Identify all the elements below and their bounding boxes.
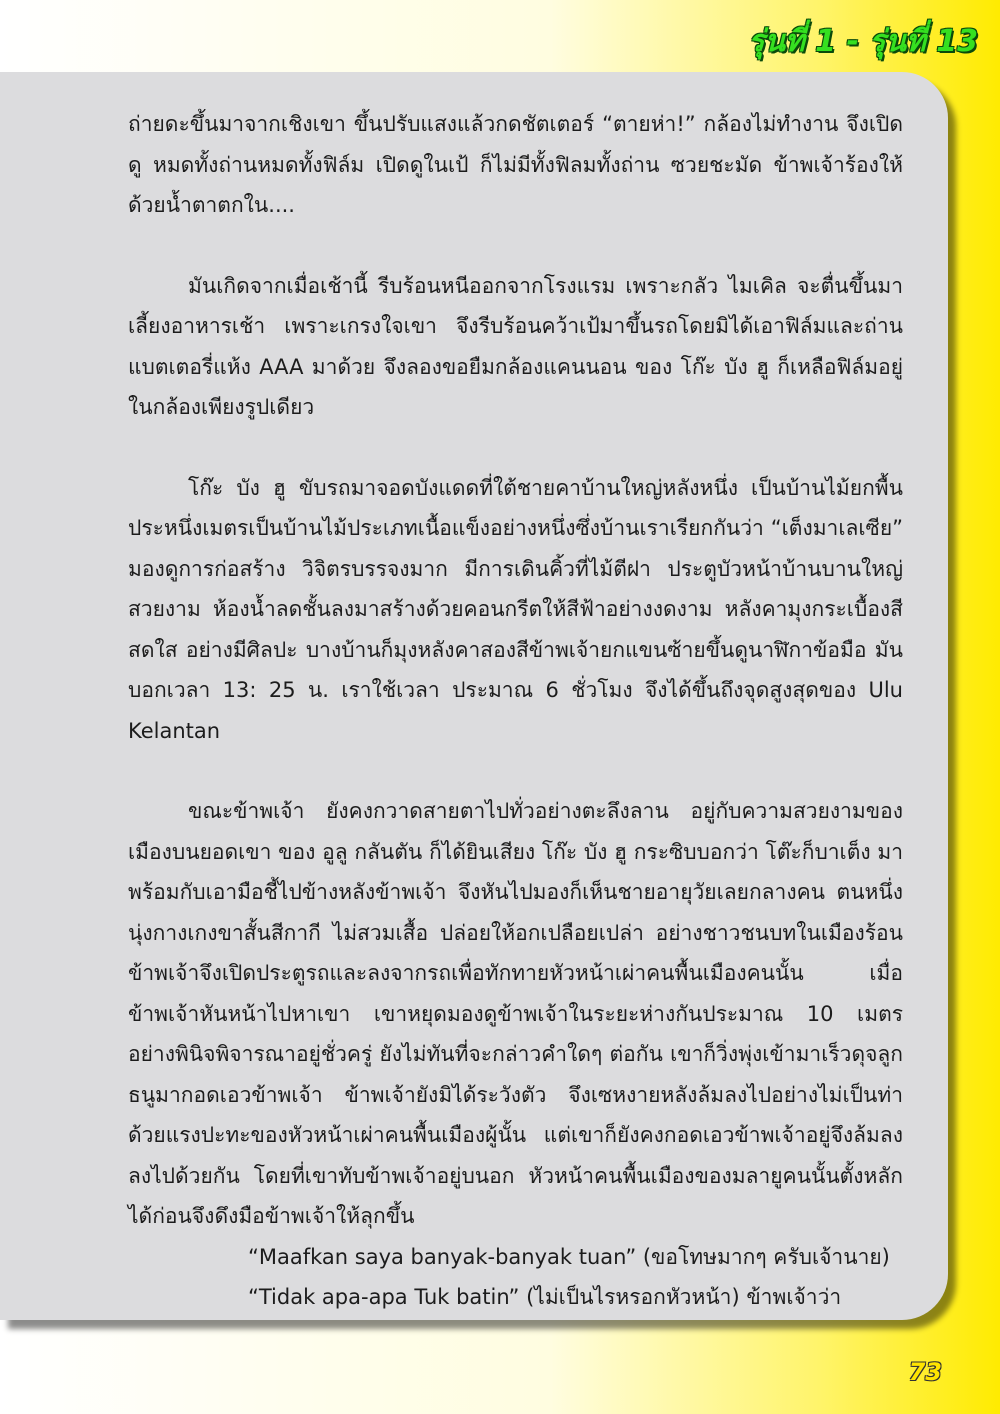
quote-line-1: “Maafkan saya banyak-banyak tuan” (ขอโทษมากๆ ครับเจ้านาย) <box>248 1244 890 1269</box>
article-body <box>128 104 903 1318</box>
quote-line-2: “Tidak apa-apa Tuk batin” (ไม่เป็นไรหรอกหัวหน้า) ข้าพเจ้าว่า <box>248 1285 842 1309</box>
paragraph-3: โก๊ะ บัง ฮู ขับรถมาจอดบังแดดที่ใต้ชายคาบ้านใหญ่หลังหนึ่ง เป็นบ้านไม้ยกพื้นประหนึ่งเมตรเป็นบ้านไม้ประเภทเนื้อแข็งอย่างหนึ่งซึ่งบ้านเราเรียกกันว่า “เต็งมาเลเซีย” มองดูการก่อสร้าง วิจิตรบรรจงมาก มีการเดินคิ้วที่ไม้ตีฝา ประตูบัวหน้าบ้านบานใหญ่สวยงาม ห้องน้ำลดชั้นลงมาสร้างด้วยคอนกรีตให้สีฟ้าอย่างงดงาม หลังคามุงกระเบื้องสีสดใส อย่างมีศิลปะ บางบ้านก็มุงหลังคาสองสีข้าพเจ้ายกแขนซ้ายขึ้นดูนาฬิกาข้อมือ มันบอกเวลา 13: 25 น. เราใช้เวลา ประมาณ 6 ชั่วโมง จึงได้ขึ้นถึงจุดสูงสุดของ Ulu Kelantan <box>128 475 903 743</box>
paragraph-2: มันเกิดจากเมื่อเช้านี้ รีบร้อนหนีออกจากโรงแรม เพราะกลัว ไมเคิล จะตื่นขึ้นมาเลี้ยงอาหารเช้า เพราะเกรงใจเขา จึงรีบร้อนคว้าเป้มาขึ้นรถโดยมิได้เอาฟิล์มและถ่านแบตเตอรี่แห้ง AAA มาด้วย จึงลองขอยืมกล้องแคนนอน ของ โก๊ะ บัง ฮู ก็เหลือฟิล์มอยู่ในกล้องเพียงรูปเดียว <box>128 273 903 419</box>
paragraph-4: ขณะข้าพเจ้า ยังคงกวาดสายตาไปทั่วอย่างตะลึงลาน อยู่กับความสวยงามของเมืองบนยอดเขา ของ อูลู กลันตัน ก็ได้ยินเสียง โก๊ะ บัง ฮู กระซิบบอกว่า โต๊ะก็บาเต็ง มาพร้อมกับเอามือชี้ไปข้างหลังข้าพเจ้า จึงหันไปมองก็เห็นชายอายุวัยเลยกลางคน ตนหนึ่งนุ่งกางเกงขาสั้นสีกากี ไม่สวมเสื้อ ปล่อยให้อกเปลือยเปล่า อย่างชาวชนบทในเมืองร้อนข้าพเจ้าจึงเปิดประตูรถและลงจากรถเพื่อทักทายหัวหน้าเผ่าคนพื้นเมืองคนนั้น เมื่อข้าพเจ้าหันหน้าไปหาเขา เขาหยุดมองดูข้าพเจ้าในระยะห่างกันประมาณ 10 เมตร อย่างพินิจพิจารณาอยู่ชั่วครู่ ยังไม่ทันที่จะกล่าวคำใดๆ ต่อกัน เขาก็วิ่งพุ่งเข้ามาเร็วดุจลูกธนูมากอดเอวข้าพเจ้า ข้าพเจ้ายังมิได้ระวังตัว จึงเซหงายหลังล้มลงไปอย่างไม่เป็นท่าด้วยแรงปะทะของหัวหน้าเผ่าคนพื้นเมืองผู้นั้น แต่เขาก็ยังคงกอดเอวข้าพเจ้าอยู่จึงล้มลงลงไปด้วยกัน โดยที่เขาทับข้าพเจ้าอยู่บนอก หัวหน้าคนพื้นเมืองของมลายูคนนั้นตั้งหลักได้ก่อนจึงดึงมือข้าพเจ้าให้ลุกขึ้น <box>128 799 903 1228</box>
paragraph-1: ถ่ายดะขึ้นมาจากเชิงเขา ขึ้นปรับแสงแล้วกดชัตเตอร์ “ตายห่า!” กล้องไม่ทำงาน จึงเปิดดู หมดทั้งถ่านหมดทั้งฟิล์ม เปิดดูในเป้ ก็ไม่มีทั้งฟิลมทั้งถ่าน ซวยชะมัด ข้าพเจ้าร้องให้ด้วยน้ำตาตกใน.... <box>128 112 903 217</box>
page-number: 73 <box>908 1358 942 1386</box>
chapter-header-title: รุ่นที่ 1 - รุ่นที่ 13 <box>748 24 978 59</box>
